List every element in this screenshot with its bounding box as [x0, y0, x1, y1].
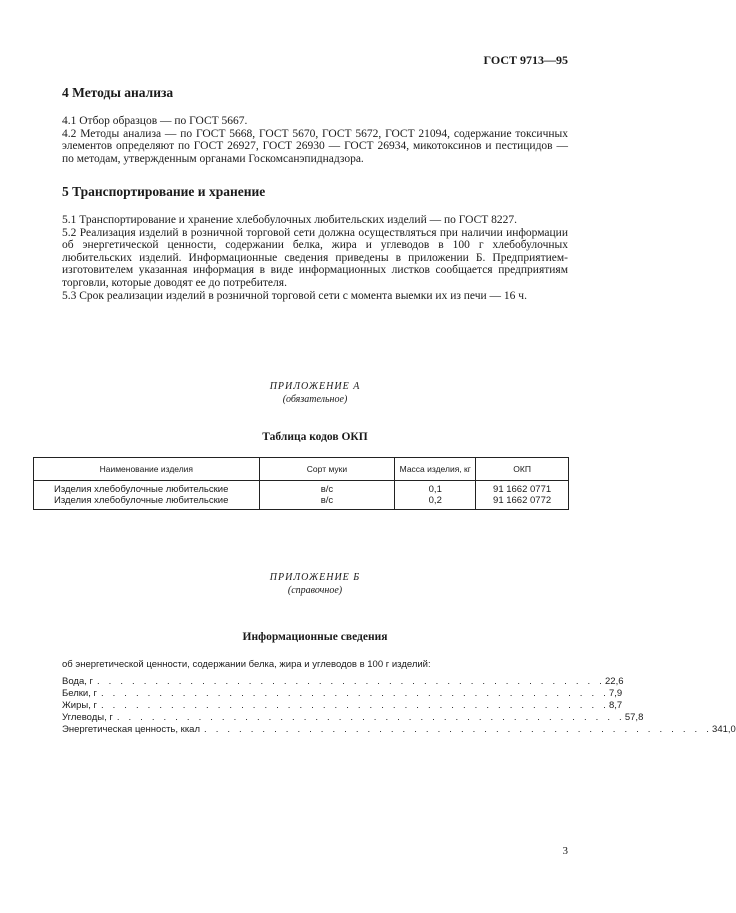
nutrition-value: 8,7 — [608, 700, 623, 711]
appendix-a-label: ПРИЛОЖЕНИЕ А — [269, 381, 361, 392]
appendix-b-status: (справочное) — [287, 585, 343, 596]
appendix-a-status: (обязательное) — [282, 394, 348, 405]
nutrition-row-protein — [62, 688, 623, 700]
section-5-title: 5 Транспортирование и хранение — [62, 184, 266, 199]
col-header-okp: ОКП — [476, 458, 569, 481]
section-5-body — [62, 214, 568, 302]
section-4-p2: 4.2 Методы анализа — по ГОСТ 5668, ГОСТ 5670, ГОСТ 5672, ГОСТ 21094, содержание токсичных элементов определяют по ГОСТ 26927, ГОСТ 26930 — ГОСТ 26934, микотоксинов и пестицидов — по методам, утвержденным органами Госкомсанэпиднадзора. — [62, 127, 568, 165]
nutrition-name: Энергетическая ценность, ккал — [62, 724, 201, 735]
nutrition-value: 341,0 — [712, 724, 736, 735]
table-row — [34, 495, 569, 510]
cell-mass: 0,2 — [395, 495, 476, 510]
nutrition-name: Белки, г — [62, 688, 97, 699]
leader-dots: . . . . . . . . . . . . . . . . . . . . . . . . . . . . . . . . . . . . . . . . . . . . — [96, 676, 606, 687]
appendix-b-label: ПРИЛОЖЕНИЕ Б — [269, 572, 361, 583]
nutrition-value: 7,9 — [608, 688, 623, 699]
nutrition-row-energy — [62, 724, 736, 736]
nutrition-row-water — [62, 676, 624, 688]
cell-mass: 0,1 — [395, 481, 476, 496]
nutrition-row-carbs — [62, 712, 644, 724]
nutrition-name: Жиры, г — [62, 700, 97, 711]
nutrition-name: Углеводы, г — [62, 712, 113, 723]
leader-dots: . . . . . . . . . . . . . . . . . . . . . . . . . . . . . . . . . . . . . . . . . . . . — [100, 688, 609, 699]
section-5-p3: 5.3 Срок реализации изделий в розничной торговой сети с момента выемки их из печи — 16 ч. — [62, 289, 527, 302]
info-title: Информационные сведения — [242, 631, 388, 643]
col-header-flour: Сорт муки — [259, 458, 395, 481]
cell-name: Изделия хлебобулочные любительские — [34, 481, 260, 496]
cell-name: Изделия хлебобулочные любительские — [34, 495, 260, 510]
cell-okp: 91 1662 0772 — [476, 495, 569, 510]
section-4-body — [62, 115, 568, 165]
okp-table-title: Таблица кодов ОКП — [262, 431, 368, 443]
nutrition-value: 57,8 — [624, 712, 644, 723]
table-row — [34, 481, 569, 496]
section-5-p2: 5.2 Реализация изделий в розничной торговой сети должна осуществляться при наличии информации об энергетической ценности, содержании белка, жира и углеводов в 100 г хлебобулочных любительских изделий. Информационные сведения приведены в приложении Б. Предприятием-изготовителем указанная информация в виде информационных листков сообщается предприятиям торговли, которые доводят ее до потребителя. — [62, 226, 568, 289]
leader-dots: . . . . . . . . . . . . . . . . . . . . . . . . . . . . . . . . . . . . . . . . . . . . — [116, 712, 625, 723]
section-4-title: 4 Методы анализа — [62, 85, 174, 100]
leader-dots: . . . . . . . . . . . . . . . . . . . . . . . . . . . . . . . . . . . . . . . . . . . . — [100, 700, 609, 711]
leader-dots: . . . . . . . . . . . . . . . . . . . . . . . . . . . . . . . . . . . . . . . . . . . . — [204, 724, 713, 735]
col-header-mass: Масса изделия, кг — [395, 458, 476, 481]
okp-table-header — [34, 458, 569, 481]
cell-flour: в/с — [259, 481, 395, 496]
document-code: ГОСТ 9713—95 — [483, 53, 568, 67]
section-4-p1: 4.1 Отбор образцов — по ГОСТ 5667. — [62, 115, 248, 127]
section-5-p1: 5.1 Транспортирование и хранение хлебобулочных любительских изделий — по ГОСТ 8227. — [62, 214, 518, 226]
info-intro: об энергетической ценности, содержании белка, жира и углеводов в 100 г изделий: — [62, 659, 431, 670]
cell-okp: 91 1662 0771 — [476, 481, 569, 496]
okp-table — [33, 457, 569, 510]
nutrition-name: Вода, г — [62, 676, 93, 687]
cell-flour: в/с — [259, 495, 395, 510]
col-header-name: Наименование изделия — [34, 458, 260, 481]
page-number: 3 — [562, 845, 568, 857]
nutrition-row-fat — [62, 700, 623, 712]
nutrition-value: 22,6 — [605, 676, 624, 687]
